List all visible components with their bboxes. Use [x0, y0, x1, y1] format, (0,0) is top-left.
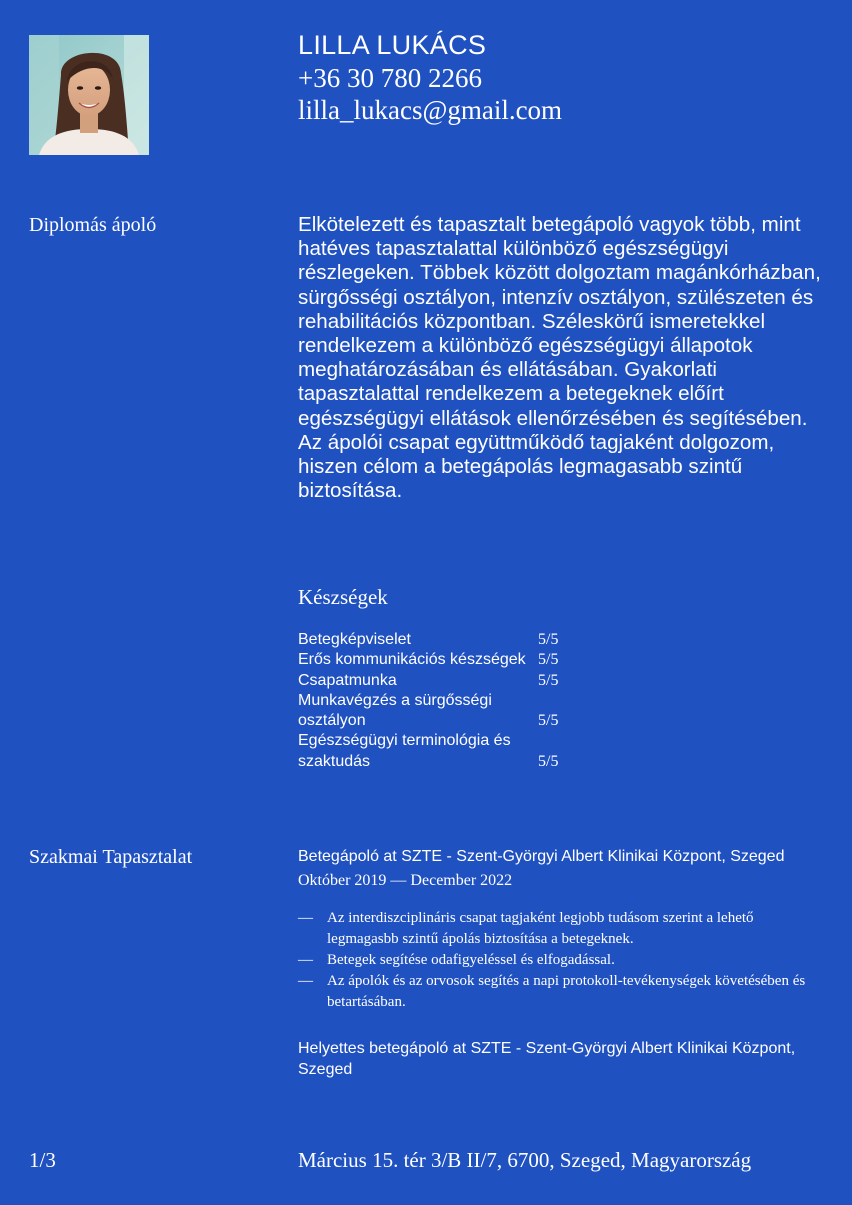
duty-text: Az interdiszciplináris csapat tagjaként legjobb tudásom szerint a lehető legmagasbb szintű ápolás biztosítása a betegeknek.: [327, 910, 754, 947]
job-title: Diplomás ápoló: [29, 214, 157, 236]
skill-level: 5/5: [538, 631, 559, 648]
job-title-employer: Helyettes betegápoló at SZTE - Szent-Györgyi Albert Klinikai Központ, Szeged: [298, 1040, 796, 1078]
email-address: lilla_lukacs@gmail.com: [298, 95, 563, 125]
skills-heading: Készségek: [298, 585, 388, 609]
postal-address: Március 15. tér 3/B II/7, 6700, Szeged, Magyarország: [298, 1148, 752, 1172]
skill-name: Betegképviselet: [298, 631, 411, 648]
duty-item: [298, 950, 828, 971]
job-duties-list: [298, 908, 828, 1013]
skill-name: Egészségügyi terminológia és szaktudás: [298, 732, 511, 770]
skill-level: 5/5: [538, 712, 559, 730]
skill-level: 5/5: [538, 671, 559, 689]
skill-name: Munkavégzés a sürgősségi osztályon: [298, 691, 492, 730]
profile-summary: Elkötelezett és tapasztalt betegápoló vagyok több, mint hatéves tapasztalattal különböző egészségügyi részlegeken. Többek között dolgoztam magánkórházban, sürgősségi osztályon, intenzív osztályon, szülészeten és rehabilitációs központban. Széleskörű ismeretekkel rendelkezem a különböző egészségügyi állapotok meghatározásában és ellátásában. Gyakorlati tapasztalattal rendelkezem a betegeknek előírt egészségügyi ellátások ellenőrzésében és segítésében. Az ápolói csapat együttműködő tagjaként dolgozom, hiszen célom a betegápolás legmagasabb szintű biztosítása.: [298, 213, 821, 503]
skill-name: Erős kommunikációs készségek: [298, 651, 526, 669]
dash-bullet-icon: —: [298, 952, 313, 968]
duty-text: Betegek segítése odafigyeléssel és elfogadással.: [327, 952, 615, 968]
phone-number: +36 30 780 2266: [298, 63, 482, 93]
skill-item: [298, 731, 598, 772]
candidate-name: LILLA LUKÁCS: [298, 30, 487, 60]
skill-item: [298, 691, 598, 732]
skills-list: [298, 630, 598, 772]
skill-level: 5/5: [538, 752, 559, 770]
duty-item: [298, 908, 828, 950]
skill-item: [298, 650, 598, 670]
dash-bullet-icon: —: [298, 973, 313, 989]
page-number: 1/3: [29, 1148, 56, 1172]
skill-item: [298, 630, 598, 650]
skill-name: Csapatmunka: [298, 671, 397, 689]
job-title-employer: Betegápoló at SZTE - Szent-Györgyi Albert Klinikai Központ, Szeged: [298, 848, 785, 865]
skill-item: [298, 671, 598, 691]
experience-heading: Szakmai Tapasztalat: [29, 846, 193, 868]
skill-level: 5/5: [538, 651, 559, 669]
job-dates: Október 2019 — December 2022: [298, 872, 513, 889]
profile-photo: [29, 35, 149, 155]
duty-item: [298, 971, 828, 1013]
dash-bullet-icon: —: [298, 910, 313, 926]
duty-text: Az ápolók és az orvosok segítés a napi protokoll-tevékenységek követésében és betartásában.: [327, 973, 806, 1010]
